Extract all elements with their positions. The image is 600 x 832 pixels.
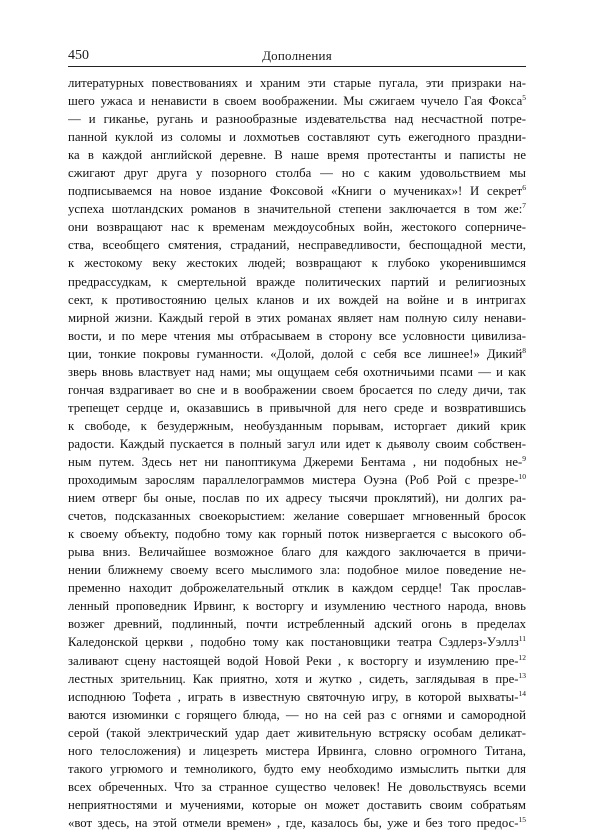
running-title: Дополнения — [262, 48, 332, 63]
text-line: трепещет сердце и, оказавшись в привычной для него среде и возвратившись — [68, 400, 526, 415]
text-line: вости, и по мере чтения мы отбрасываем в сторону все условности цивилиза- — [68, 328, 526, 343]
text-line: пременно находит доброжелательный отклик в каждом сердце! Так прослав- — [68, 581, 526, 596]
text-line: ным путем. Здесь нет ни паноптикума Джереми Бентама , ни подобных не-$^9$ — [68, 453, 526, 469]
text-line: ленный проповедник Ирвинг, к восторгу и изумлению честного народа, вновь — [68, 599, 526, 614]
text-line: — и гиканье, ругань и разнообразные издевательства над несчастной потре- — [68, 112, 526, 127]
footnote-marker: 12 — [518, 652, 526, 662]
footnote-marker: 14 — [518, 688, 526, 698]
text-line: рыва вниз. Величайшее возможное благо для каждого заключается в причи- — [68, 545, 526, 560]
text-line: всех обреченных. Что за странное существо человек! Не довольствуясь всеми — [68, 779, 526, 794]
page-number: 450 — [68, 48, 89, 63]
text-line: предрассудкам, к смертельной вражде политических партий и религиозных — [68, 274, 526, 289]
text-line: успеха шотландских романов в значительной степени заключается в том же:$^7$ — [68, 201, 526, 217]
text-line: ваются изюминки с горящего блюда, — но на сей раз с огнями и самородной — [68, 707, 526, 722]
text-line: нении ближнему своему всего мыслимого зла: подобное милое поведение не- — [68, 563, 526, 578]
text-line: возжег древний, подлинный, почти истребленный адский огонь в пределах — [68, 617, 526, 632]
text-line: такого угрюмого и темноликого, будто ему необходимо измыслить пытки для — [68, 761, 526, 776]
body-text — [68, 74, 526, 832]
footnote-marker: 10 — [518, 471, 526, 481]
text-line: ции, тонкие покровы гуманности. «Долой, долой с себя все лишнее!» Дикий$^8$ — [68, 345, 526, 361]
text-line: подписываемся на новое издание Фоксовой «Книги о мучениках»! И секрет$^6$ — [68, 183, 526, 199]
text-line: Каледонской церкви , подобно тому как постановщики театра Сэдлерз-Уэллз$^{11}$ — [68, 634, 526, 650]
text-line: неприятностями и мучениями, которые он может доставить своим собратьям — [68, 797, 526, 812]
footnote-marker: 6 — [522, 183, 526, 193]
text-line: сект, к противостоянию целых кланов и их вождей на войне и в интригах — [68, 292, 526, 307]
text-line: панной куклой из соломы и лохмотьев составляют суть ежегодного праздни- — [68, 130, 526, 145]
footnote-marker: 9 — [522, 453, 526, 463]
text-line: серой (такой электрический удар дает живительную встряску особам деликат- — [68, 725, 526, 740]
text-line: радости. Каждый пускается в полный загул или идет к дьяволу своим собствен- — [68, 436, 526, 451]
text-line: исподнюю Тофета , играть в известную святочную игру, в которой выхваты-$^{14}$ — [68, 688, 526, 704]
text-line: шего ужаса и ненависти в своем воображении. Мы сжигаем чучело Гая Фокса$^5$ — [68, 92, 526, 109]
footnote-marker: 8 — [522, 345, 526, 355]
footnote-marker: 7 — [522, 201, 526, 211]
footnote-marker: 11 — [518, 634, 526, 644]
text-line: к жестокому веку жестоких людей; возвращают к глубоко укоренившимся — [68, 256, 526, 271]
text-line: заливают сцену настоящей водой Новой Реки , к восторгу и изумлению пре-$^{12}$ — [68, 652, 526, 668]
text-line: к своему объекту, подобно тому как горный поток низвергается с высокого об- — [68, 527, 526, 542]
text-line: гончая вздрагивает во сне и в воображении своем бросается по следу дичи, так — [68, 382, 526, 397]
text-line: счетов, подсказанных своекорыстием: желание совершает мгновенный бросок — [68, 509, 526, 524]
footnote-marker: 15 — [518, 814, 526, 824]
text-line: ка в каждой английской деревне. В наше время протестанты и паписты не — [68, 148, 526, 163]
text-line: зверь вновь властвует над нами; мы ощущаем себя охотничьими псами — и как — [68, 364, 526, 379]
page-header — [68, 44, 526, 67]
text-line: лестных зрительниц. Как приятно, хотя и жутко , сидеть, заглядывая в пре-$^{13}$ — [68, 670, 526, 686]
text-line: сжигают друг друга у позорного столба — но с каким удовольствием мы — [68, 166, 526, 181]
text-line: они возвращают нас к временам междоусобных войн, жестокого соперниче- — [68, 220, 526, 235]
text-line: проходимым зарослям параллелограммов мистера Оуэна (Роб Рой с презре-$^{10}$ — [68, 471, 526, 488]
text-line: ного телосложения) и лицезреть мистера Ирвинга, словно огромного Титана, — [68, 743, 526, 758]
footnote-marker: 5 — [522, 92, 526, 102]
text-line: литературных повествованиях и храним эти старые пугала, эти призраки на- — [68, 76, 526, 90]
text-line: нием отверг бы оные, послав по их адресу тысячи проклятий), ни долгих ра- — [68, 491, 526, 506]
text-line: мирной жизни. Каждый герой в этих романах являет нам полную силу ненави- — [68, 310, 526, 325]
text-line: «вот здесь, на этой отмели времен» , где, казалось бы, уже и без того предос-$^{15}$ — [68, 814, 526, 830]
text-line: к свободе, к безудержным, необузданным порывам, исторгает дикий крик — [68, 418, 526, 433]
footnote-marker: 13 — [518, 670, 526, 680]
text-line: ства, всеобщего смятения, страданий, несправедливости, беспощадной мести, — [68, 238, 526, 253]
